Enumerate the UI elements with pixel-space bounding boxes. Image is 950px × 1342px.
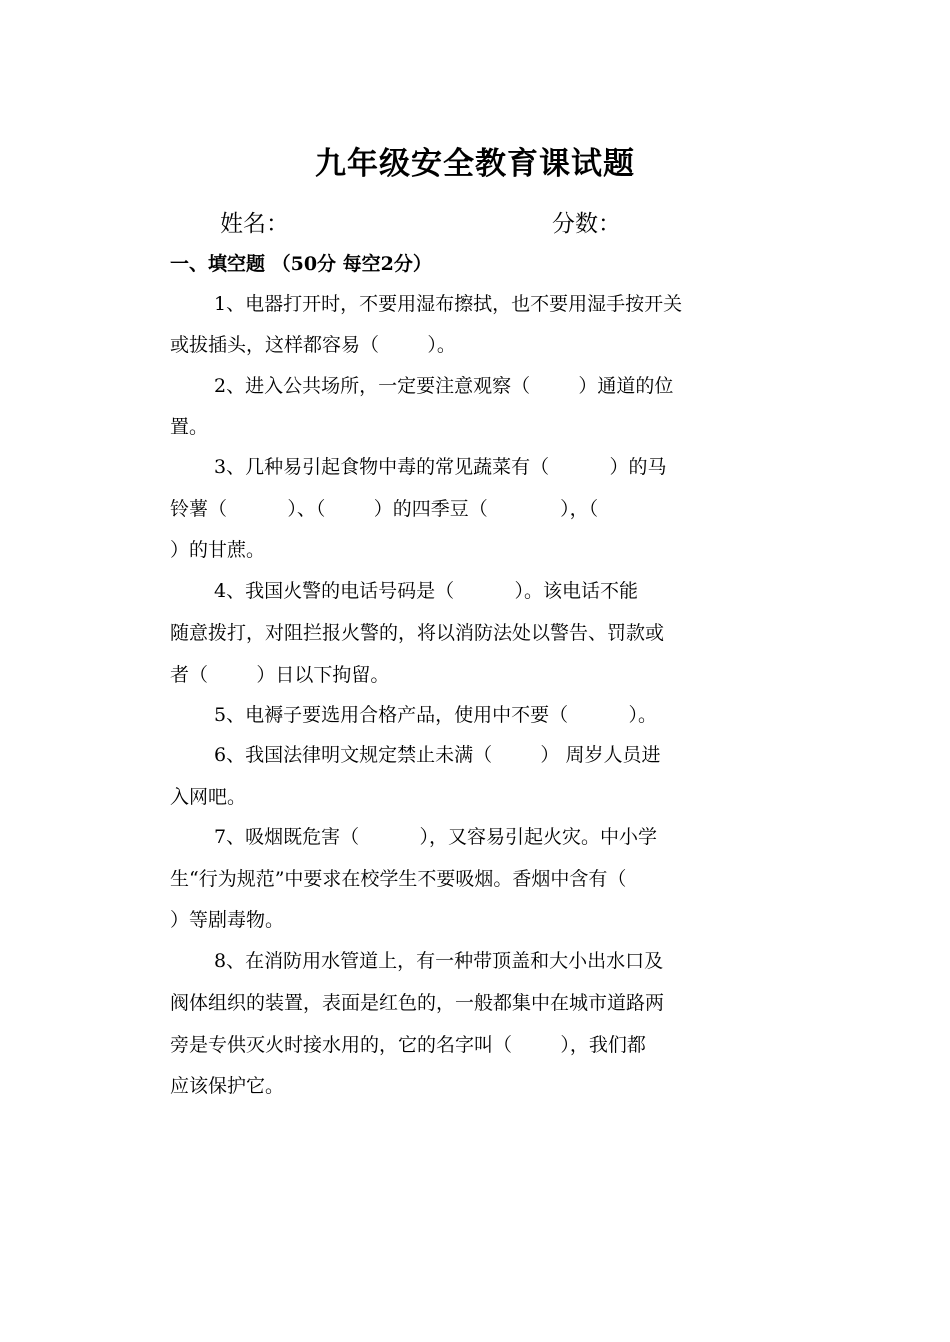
question-3-line-2: 铃薯（ ）、（ ）的四季豆（ ），（ — [170, 498, 599, 520]
question-3-line-3: ）的甘蔗。 — [170, 539, 266, 561]
page-title: 九年级安全教育课试题 — [315, 146, 635, 182]
question-5-line-1: 5、电褥子要选用合格产品，使用中不要（ ）。 — [214, 704, 657, 726]
question-6-line-1: 6、我国法律明文规定禁止未满（ ） 周岁人员进 — [214, 744, 661, 766]
question-2-line-2: 置。 — [170, 416, 209, 438]
question-8-line-2: 阀体组织的装置，表面是红色的，一般都集中在城市道路两 — [170, 992, 665, 1014]
question-8-line-1: 8、在消防用水管道上，有一种带顶盖和大小出水口及 — [214, 950, 664, 972]
question-3-line-1: 3、几种易引起食物中毒的常见蔬菜有（ ）的马 — [214, 456, 667, 478]
question-4-line-2: 随意拨打，对阻拦报火警的，将以消防法处以警告、罚款或 — [170, 622, 665, 644]
question-4-line-1: 4、我国火警的电话号码是（ ）。该电话不能 — [214, 580, 638, 602]
question-2-line-1: 2、进入公共场所，一定要注意观察（ ）通道的位 — [214, 375, 674, 397]
question-7-line-1: 7、吸烟既危害（ ），又容易引起火灾。中小学 — [214, 826, 657, 848]
student-name-label: 姓名： — [220, 211, 289, 237]
question-1-line-1: 1、电器打开时，不要用湿布擦拭，也不要用湿手按开关 — [214, 293, 683, 315]
question-7-line-3: ）等剧毒物。 — [170, 909, 285, 931]
question-4-line-3: 者（ ）日以下拘留。 — [170, 664, 390, 686]
question-8-line-3: 旁是专供灭火时接水用的，它的名字叫（ ），我们都 — [170, 1034, 646, 1056]
section-heading-fill-in-blanks: 一、填空题 （50分 每空2分） — [170, 253, 432, 275]
score-label: 分数： — [552, 211, 621, 237]
question-6-line-2: 入网吧。 — [170, 786, 247, 808]
question-8-line-4: 应该保护它。 — [170, 1075, 285, 1097]
question-7-line-2: 生“行为规范”中要求在校学生不要吸烟。香烟中含有（ — [170, 868, 627, 890]
question-1-line-2: 或拔插头，这样都容易（ ）。 — [170, 334, 456, 356]
